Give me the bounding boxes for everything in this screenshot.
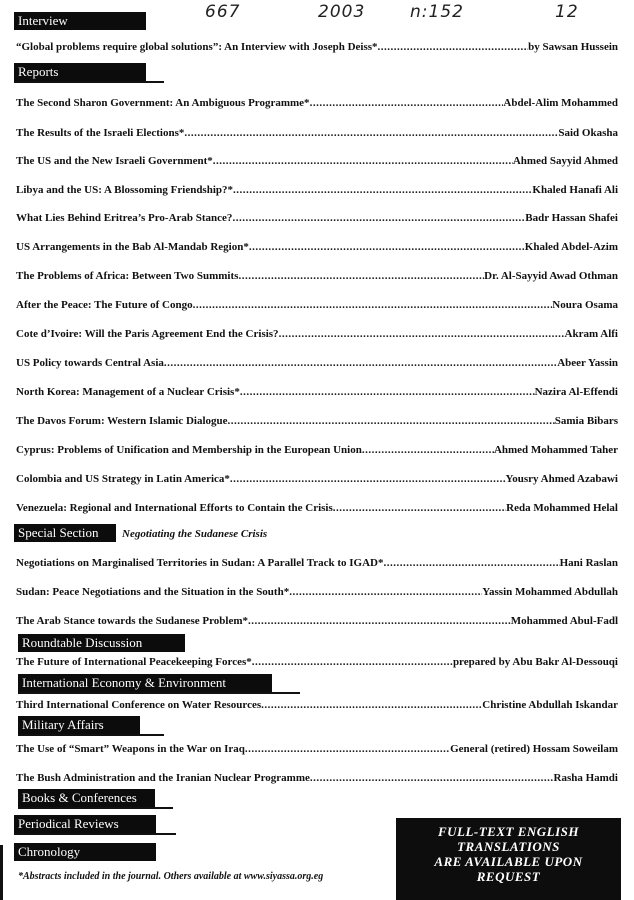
dot-leader — [245, 742, 450, 756]
entry-title: The Davos Forum: Western Islamic Dialogue — [16, 415, 228, 427]
entry-author: Ahmed Mohammed Taher — [493, 444, 618, 456]
entry-author: Hani Raslan — [559, 557, 618, 569]
toc-entry[interactable] — [16, 154, 618, 168]
header-rule — [18, 807, 173, 809]
section-header-special: Special Section — [14, 524, 116, 542]
entry-title: The Use of “Smart” Weapons in the War on Iraq — [16, 743, 245, 755]
entry-title: “Global problems require global solutions”: An Interview with Joseph Deiss* — [16, 41, 378, 53]
dot-leader — [184, 126, 558, 140]
entry-author: Ahmed Sayyid Ahmed — [512, 155, 618, 167]
special-section-subtitle: Negotiating the Sudanese Crisis — [122, 528, 268, 540]
dot-leader — [279, 327, 565, 341]
entry-author: Samia Bibars — [554, 415, 618, 427]
entry-author: Badr Hassan Shafei — [525, 212, 618, 224]
handwritten-note: 667 — [205, 2, 241, 22]
margin-mark — [0, 845, 3, 900]
entry-author: Nazira Al-Effendi — [534, 386, 618, 398]
toc-entry[interactable] — [16, 472, 618, 486]
toc-entry[interactable] — [16, 742, 618, 756]
dot-leader — [249, 240, 525, 254]
dot-leader — [384, 556, 560, 570]
entry-author: Rasha Hamdi — [553, 772, 618, 784]
toc-entry[interactable] — [16, 356, 618, 370]
dot-leader — [233, 183, 532, 197]
section-header-interview: Interview — [14, 12, 146, 30]
dot-leader — [248, 614, 511, 628]
toc-entry[interactable] — [16, 126, 618, 140]
dot-leader — [362, 443, 494, 457]
toc-entry[interactable] — [16, 556, 618, 570]
promo-line: TRANSLATIONS — [457, 839, 560, 854]
header-rule — [14, 81, 164, 83]
dot-leader — [333, 501, 506, 515]
toc-entry[interactable] — [16, 771, 618, 785]
entry-title: The Arab Stance towards the Sudanese Problem* — [16, 615, 249, 627]
entry-author: Abdel-Alim Mohammed — [503, 97, 618, 109]
handwritten-note: 2003 — [318, 2, 366, 22]
entry-title: The Problems of Africa: Between Two Summits — [16, 270, 239, 282]
entry-author: Said Okasha — [558, 127, 618, 139]
toc-entry[interactable] — [16, 211, 618, 225]
toc-entry[interactable] — [16, 501, 618, 515]
entry-author: Noura Osama — [552, 299, 618, 311]
dot-leader — [232, 211, 525, 225]
entry-title: Sudan: Peace Negotiations and the Situation in the South* — [16, 586, 290, 598]
header-rule — [18, 692, 300, 694]
entry-title: The Second Sharon Government: An Ambiguous Programme* — [16, 97, 310, 109]
entry-title: Cote d’Ivoire: Will the Paris Agreement End the Crisis? — [16, 328, 279, 340]
toc-entry[interactable] — [16, 240, 618, 254]
entry-title: What Lies Behind Eritrea’s Pro-Arab Stance? — [16, 212, 233, 224]
entry-author: Dr. Al-Sayyid Awad Othman — [484, 270, 618, 282]
entry-title: Colombia and US Strategy in Latin America* — [16, 473, 230, 485]
toc-entry[interactable] — [16, 298, 618, 312]
section-header-reports: Reports — [14, 63, 146, 81]
header-rule — [18, 734, 164, 736]
section-header-books: Books & Conferences — [18, 789, 155, 807]
entry-author: Khaled Hanafi Ali — [532, 184, 618, 196]
entry-title: US Policy towards Central Asia — [16, 357, 164, 369]
dot-leader — [252, 655, 453, 669]
entry-title: The Bush Administration and the Iranian Nuclear Programme — [16, 772, 310, 784]
section-header-military: Military Affairs — [18, 716, 140, 734]
toc-entry[interactable] — [16, 96, 618, 110]
entry-title: North Korea: Management of a Nuclear Crisis* — [16, 386, 240, 398]
toc-entry[interactable] — [16, 655, 618, 669]
footnote: *Abstracts included in the journal. Others available at www.siyassa.org.eg — [18, 871, 324, 882]
entry-title: The Results of the Israeli Elections* — [16, 127, 185, 139]
section-header-roundtable: Roundtable Discussion — [18, 634, 185, 652]
dot-leader — [261, 698, 482, 712]
toc-entry[interactable] — [16, 585, 618, 599]
entry-author: by Sawsan Hussein — [528, 41, 618, 53]
entry-title: US Arrangements in the Bab Al-Mandab Region* — [16, 241, 249, 253]
dot-leader — [310, 96, 504, 110]
toc-entry[interactable] — [16, 327, 618, 341]
entry-author: Christine Abdullah Iskandar — [482, 699, 618, 711]
toc-entry[interactable] — [16, 414, 618, 428]
entry-title: The Future of International Peacekeeping Forces* — [16, 656, 252, 668]
toc-entry[interactable] — [16, 183, 618, 197]
dot-leader — [310, 771, 554, 785]
entry-author: Mohammed Abul-Fadl — [510, 615, 618, 627]
dot-leader — [378, 40, 529, 54]
dot-leader — [164, 356, 557, 370]
entry-title: Negotiations on Marginalised Territories in Sudan: A Parallel Track to IGAD* — [16, 557, 384, 569]
dot-leader — [228, 414, 555, 428]
entry-title: After the Peace: The Future of Congo — [16, 299, 193, 311]
toc-entry[interactable] — [16, 614, 618, 628]
entry-author: Abeer Yassin — [557, 357, 618, 369]
section-header-periodical: Periodical Reviews — [14, 815, 156, 833]
dot-leader — [238, 269, 484, 283]
promo-line: FULL-TEXT ENGLISH — [437, 824, 580, 839]
entry-author: prepared by Abu Bakr Al-Dessouqi — [452, 656, 618, 668]
entry-title: Cyprus: Problems of Unification and Membership in the European Union — [16, 444, 362, 456]
handwritten-note: 12 — [555, 2, 579, 22]
header-rule — [14, 833, 176, 835]
toc-entry[interactable] — [16, 698, 618, 712]
dot-leader — [289, 585, 482, 599]
toc-entry[interactable] — [16, 385, 618, 399]
promo-line: ARE AVAILABLE UPON — [434, 854, 583, 869]
entry-author: Akram Alfi — [564, 328, 618, 340]
entry-author: General (retired) Hossam Soweilam — [450, 743, 618, 755]
toc-entry[interactable] — [16, 443, 618, 457]
entry-author: Khaled Abdel-Azim — [524, 241, 618, 253]
section-header-chronology: Chronology — [14, 843, 156, 861]
entry-title: The US and the New Israeli Government* — [16, 155, 213, 167]
entry-title: Venezuela: Regional and International Efforts to Contain the Crisis — [16, 502, 333, 514]
translation-promo-box — [396, 818, 621, 900]
section-header-economy: International Economy & Environment — [18, 674, 272, 692]
entry-title: Libya and the US: A Blossoming Friendship?* — [16, 184, 234, 196]
toc-entry[interactable] — [16, 269, 618, 283]
dot-leader — [193, 298, 553, 312]
dot-leader — [213, 154, 513, 168]
toc-entry[interactable] — [16, 40, 618, 54]
promo-line: REQUEST — [476, 869, 541, 884]
entry-title: Third International Conference on Water Resources — [16, 699, 262, 711]
dot-leader — [230, 472, 506, 486]
handwritten-note: n:152 — [410, 2, 464, 22]
dot-leader — [240, 385, 535, 399]
entry-author: Yousry Ahmed Azabawi — [505, 473, 618, 485]
entry-author: Yassin Mohammed Abdullah — [482, 586, 618, 598]
entry-author: Reda Mohammed Helal — [506, 502, 618, 514]
